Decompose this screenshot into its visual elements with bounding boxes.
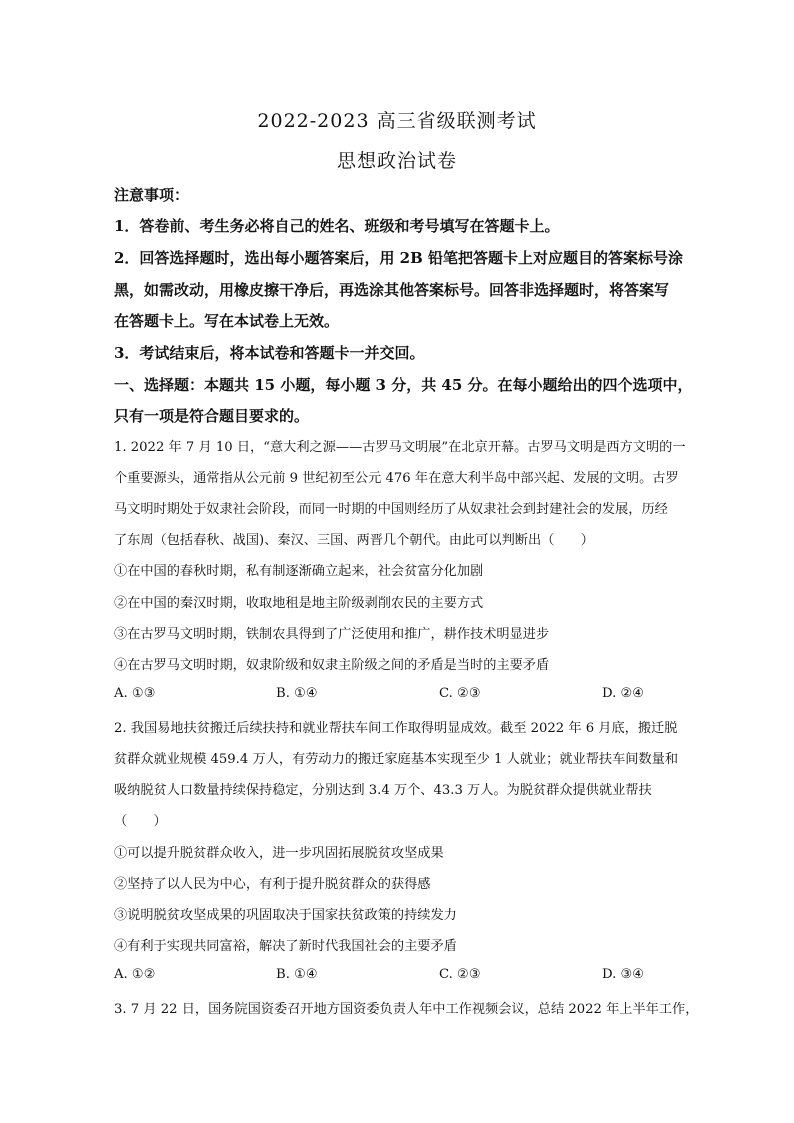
q2-stem-line-4: （ ） — [114, 814, 167, 829]
section-heading-line-1: 一、选择题：本题共 15 小题，每小题 3 分，共 45 分。在每小题给出的四个选项中， — [114, 376, 693, 394]
notice-item-2-line-2: 黑，如需改动，用橡皮擦干净后，再选涂其他答案标号。回答非选择题时，将答案写 — [114, 281, 670, 299]
q1-option-c: C. ②③ — [439, 686, 481, 701]
exam-title: 2022-2023 高三省级联测考试 — [257, 110, 537, 132]
notice-item-1: 1．答卷前、考生务必将自己的姓名、班级和考号填写在答题卡上。 — [114, 217, 560, 235]
notice-item-2-line-1: 2．回答选择题时，选出每小题答案后，用 2B 铅笔把答题卡上对应题目的答案标号涂 — [114, 249, 684, 267]
q2-stem-line-2: 贫群众就业规模 459.4 万人，有劳动力的搬迁家庭基本实现至少 1 人就业；就业帮扶车间数量和 — [114, 752, 679, 767]
q2-stem-line-1: 2. 我国易地扶贫搬迁后续扶持和就业帮扶车间工作取得明显成效。截至 2022 年 6 月底，搬迁脱 — [114, 721, 678, 736]
q2-option-c: C. ②③ — [439, 967, 481, 982]
q2-option-b: B. ①④ — [276, 967, 318, 982]
q2-statement-1: ①可以提升脱贫群众收入，进一步巩固拓展脱贫攻坚成果 — [114, 846, 444, 861]
q1-stem-line-1: 1. 2022 年 7 月 10 日，“意大利之源——古罗马文明展”在北京开幕。古罗马文明是西方文明的一 — [114, 440, 686, 455]
q2-statement-4: ④有利于实现共同富裕，解决了新时代我国社会的主要矛盾 — [114, 939, 457, 954]
notice-heading: 注意事项： — [114, 186, 190, 204]
q1-stem-line-4: 了东周（包括春秋、战国)、秦汉、三国、两晋几个朝代。由此可以判断出（ ） — [114, 533, 594, 548]
q2-stem-line-3: 吸纳脱贫人口数量持续保持稳定，分别达到 3.4 万个、43.3 万人。为脱贫群众提供就业帮扶 — [114, 783, 652, 798]
q1-option-b: B. ①④ — [276, 686, 318, 701]
q2-statement-2: ②坚持了以人民为中心，有利于提升脱贫群众的获得感 — [114, 877, 431, 892]
q1-option-a: A. ①③ — [114, 686, 156, 701]
q2-statement-3: ③说明脱贫攻坚成果的巩固取决于国家扶贫政策的持续发力 — [114, 908, 457, 923]
q1-statement-3: ③在古罗马文明时期，铁制农具得到了广泛使用和推广，耕作技术明显进步 — [114, 627, 550, 642]
q3-stem-line-1: 3. 7 月 22 日，国务院国资委召开地方国资委负责人年中工作视频会议，总结 2022 年上半年工作， — [114, 1002, 699, 1017]
q1-stem-line-2: 个重要源头，通常指从公元前 9 世纪初至公元 476 年在意大利半岛中部兴起、发展的文明。古罗 — [114, 471, 679, 486]
q2-option-d: D. ③④ — [602, 967, 645, 982]
q1-statement-4: ④在古罗马文明时期，奴隶阶级和奴隶主阶级之间的矛盾是当时的主要矛盾 — [114, 658, 550, 673]
notice-item-2-line-3: 在答题卡上。写在本试卷上无效。 — [114, 312, 340, 330]
exam-subject: 思想政治试卷 — [336, 150, 457, 172]
section-heading-line-2: 只有一项是符合题目要求的。 — [114, 407, 310, 425]
notice-item-3: 3．考试结束后，将本试卷和答题卡一并交回。 — [114, 344, 425, 362]
q1-option-d: D. ②④ — [602, 686, 645, 701]
q1-statement-1: ①在中国的春秋时期，私有制逐渐确立起来，社会贫富分化加剧 — [114, 564, 484, 579]
q2-option-a: A. ①② — [114, 967, 156, 982]
q1-statement-2: ②在中国的秦汉时期，收取地租是地主阶级剥削农民的主要方式 — [114, 596, 484, 611]
q1-stem-line-3: 马文明时期处于奴隶社会阶段，而同一时期的中国则经历了从奴隶社会到封建社会的发展，历经 — [114, 502, 668, 517]
